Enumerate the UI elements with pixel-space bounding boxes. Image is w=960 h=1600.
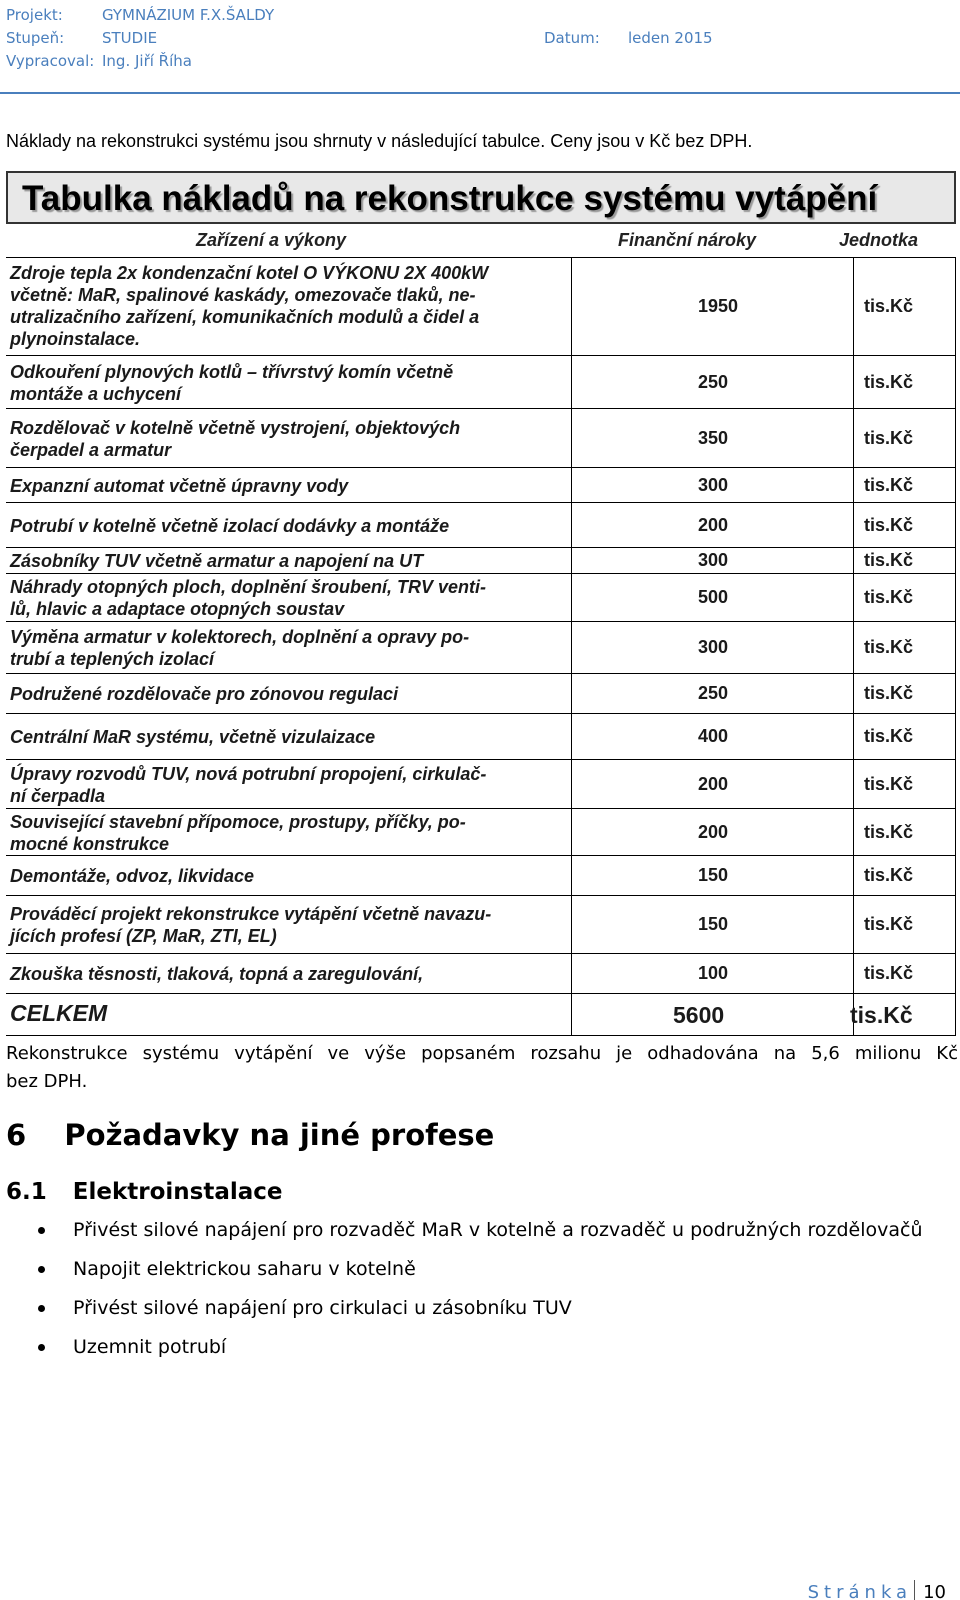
description-line: Demontáže, odvoz, likvidace [10,866,255,886]
finance-value: 300 [698,550,729,570]
unit-value: tis.Kč [864,726,914,746]
description-line: Související stavební přípomoce, prostupy, příčky, po- [10,812,466,832]
finance-value: 350 [698,428,729,448]
vypracoval-value: Ing. Jiří Říha [102,52,192,70]
total-label: CELKEM [10,1000,108,1026]
unit-value: tis.Kč [864,550,914,570]
description-line: Zdroje tepla 2x kondenzační kotel O VÝKONU 2X 400kW [10,263,489,283]
table-row [6,355,956,408]
section-6-title: Požadavky na jiné profese [64,1118,495,1152]
summary-word: vytápění [234,1043,313,1064]
cell-unit [853,502,956,547]
total-unit: tis.Kč [850,1002,913,1028]
column-header-description: Zařízení a výkony [196,230,347,250]
unit-value: tis.Kč [864,296,914,316]
unit-value: tis.Kč [864,515,914,535]
finance-value: 500 [698,587,729,607]
cell-description [6,895,571,953]
table-row [6,621,956,673]
cell-finance [571,713,853,759]
cell-description [6,257,571,355]
bullet-dot-icon [38,1344,45,1351]
description-line: Potrubí v kotelně včetně izolací dodávky a montáže [10,516,450,536]
datum-value: leden 2015 [628,29,713,47]
finance-value: 250 [698,372,729,392]
section-6-1-title: Elektroinstalace [72,1179,283,1205]
cell-finance [571,759,853,808]
cell-unit [850,993,956,1035]
description-line: lů, hlavic a adaptace otopných soustav [10,599,345,619]
description-line: čerpadel a armatur [10,440,172,460]
description-line: včetně: MaR, spalinové kaskády, omezovače tlaků, ne- [10,285,476,305]
summary-paragraph [6,1040,958,1096]
vypracoval-label: Vypracoval: [6,52,95,70]
cell-description [6,855,571,895]
table-row [6,673,956,713]
bullet-dot-icon [38,1227,45,1234]
description-line: Podružené rozdělovače pro zónovou regulaci [10,684,399,704]
finance-value: 1950 [698,296,739,316]
cell-description [6,408,571,467]
description-line: Centrální MaR systému, včetně vizulaizace [10,727,376,747]
finance-value: 200 [698,515,729,535]
section-6-heading [6,1118,494,1152]
summary-word: milionu [854,1043,922,1064]
cell-unit [853,713,956,759]
cell-finance [571,993,853,1035]
table-row [6,547,956,573]
summary-word: popsaném [421,1043,516,1064]
intro-paragraph: Náklady na rekonstrukci systému jsou shrnuty v následující tabulce. Ceny jsou v Kč bez DPH. [6,131,753,151]
unit-value: tis.Kč [864,683,914,703]
unit-value: tis.Kč [864,822,914,842]
cell-description [6,713,571,759]
table-row [6,713,956,759]
header-row-stupen [6,27,956,50]
summary-word: Kč [936,1043,958,1064]
cell-description [6,808,571,855]
page-number: 10 [923,1582,946,1600]
description-line: Expanzní automat včetně úpravny vody [10,476,349,496]
unit-value: tis.Kč [864,774,914,794]
summary-word: je [616,1043,633,1064]
cell-unit [853,673,956,713]
cell-description [6,355,571,408]
cell-finance [571,467,853,502]
stupen-label: Stupeň: [6,29,65,47]
summary-line-2: bez DPH. [6,1071,88,1092]
unit-value: tis.Kč [864,372,914,392]
table-row [6,759,956,808]
cell-finance [571,355,853,408]
description-line: Úpravy rozvodů TUV, nová potrubní propojení, cirkulač- [10,764,487,784]
cell-description [6,993,571,1035]
description-line: Zásobníky TUV včetně armatur a napojení na UT [10,551,424,571]
header-row-vypracoval [6,50,956,73]
cell-finance [571,673,853,713]
table-row [6,573,956,621]
unit-value: tis.Kč [864,865,914,885]
cell-unit [853,257,956,355]
cell-unit [853,573,956,621]
summary-word: ve [327,1043,350,1064]
description-line: Rozdělovač v kotelně včetně vystrojení, objektových [10,418,461,438]
cell-unit [853,759,956,808]
cell-unit [853,467,956,502]
cell-finance [571,408,853,467]
page-footer [808,1580,946,1600]
description-line: trubí a teplených izolací [10,649,215,669]
summary-line-1 [6,1040,958,1068]
section-6-1-heading [6,1179,283,1205]
cell-unit [853,621,956,673]
cell-description [6,673,571,713]
table-row [6,855,956,895]
table-row [6,257,956,355]
cell-unit [853,408,956,467]
cell-description [6,547,571,573]
finance-value: 300 [698,475,729,495]
cell-description [6,953,571,993]
finance-value: 200 [698,822,729,842]
section-6-number: 6 [6,1118,27,1152]
cell-finance [571,257,853,355]
finance-value: 150 [698,914,729,934]
description-line: Výměna armatur v kolektorech, doplnění a opravy po- [10,627,470,647]
unit-value: tis.Kč [864,637,914,657]
projekt-value: GYMNÁZIUM F.X.ŠALDY [102,6,275,24]
document-header [6,4,956,73]
cell-unit [853,953,956,993]
cell-unit [853,895,956,953]
footer-separator [914,1580,915,1600]
cell-finance [571,895,853,953]
description-line: Prováděcí projekt rekonstrukce vytápění včetně navazu- [10,904,492,924]
summary-word: systému [142,1043,220,1064]
cell-finance [571,953,853,993]
summary-word: na [773,1043,797,1064]
table-row [6,502,956,547]
description-line: ní čerpadla [10,786,106,806]
unit-value: tis.Kč [864,587,914,607]
table-title-box [6,171,956,224]
cell-unit [853,355,956,408]
table-row [6,895,956,953]
table-row [6,953,956,993]
table-title: Tabulka nákladů na rekonstrukce systému vytápění [22,179,878,218]
page-label: Stránka [807,1582,913,1600]
description-line: plynoinstalace. [10,329,141,349]
cell-description [6,573,571,621]
cell-finance [571,502,853,547]
finance-value: 300 [698,637,729,657]
header-divider [0,92,960,94]
cell-unit [853,808,956,855]
summary-word: 5,6 [811,1043,840,1064]
description-line: jících profesí (ZP, MaR, ZTI, EL) [10,926,277,946]
unit-value: tis.Kč [864,963,914,983]
description-line: Odkouření plynových kotlů – třívrstvý komín včetně [10,362,454,382]
summary-word: odhadována [647,1043,759,1064]
description-line: Náhrady otopných ploch, doplnění šroubení, TRV venti- [10,577,487,597]
cell-description [6,759,571,808]
cell-finance [571,621,853,673]
column-header-finance: Finanční nároky [618,230,757,250]
datum-label: Datum: [544,29,600,47]
finance-value: 150 [698,865,729,885]
table-row [6,467,956,502]
summary-word: výše [364,1043,407,1064]
summary-word: rozsahu [530,1043,602,1064]
unit-value: tis.Kč [864,914,914,934]
description-line: mocné konstrukce [10,834,170,854]
table-row [6,808,956,855]
finance-value: 400 [698,726,729,746]
cell-finance [571,547,853,573]
table-row [6,408,956,467]
stupen-value: STUDIE [102,29,158,47]
cell-finance [571,573,853,621]
description-line: Zkouška těsnosti, tlaková, topná a zaregulování, [10,964,424,984]
cell-description [6,467,571,502]
table-total-row [6,993,956,1036]
cell-description [6,621,571,673]
section-6-1-number: 6.1 [6,1179,47,1205]
bullet-dot-icon [38,1266,45,1273]
finance-value: 250 [698,683,729,703]
cell-unit [853,855,956,895]
column-header-unit: Jednotka [839,230,919,250]
unit-value: tis.Kč [864,428,914,448]
cell-finance [571,855,853,895]
unit-value: tis.Kč [864,475,914,495]
summary-word: Rekonstrukce [6,1043,128,1064]
description-line: montáže a uchycení [10,384,182,404]
cell-unit [853,547,956,573]
description-line: utralizačního zařízení, komunikačních modulů a čidel a [10,307,480,327]
bullet-dot-icon [38,1305,45,1312]
projekt-label: Projekt: [6,6,63,24]
finance-value: 200 [698,774,729,794]
cell-finance [571,808,853,855]
cell-description [6,502,571,547]
total-value: 5600 [673,1002,725,1028]
header-row-projekt [6,4,956,27]
finance-value: 100 [698,963,729,983]
